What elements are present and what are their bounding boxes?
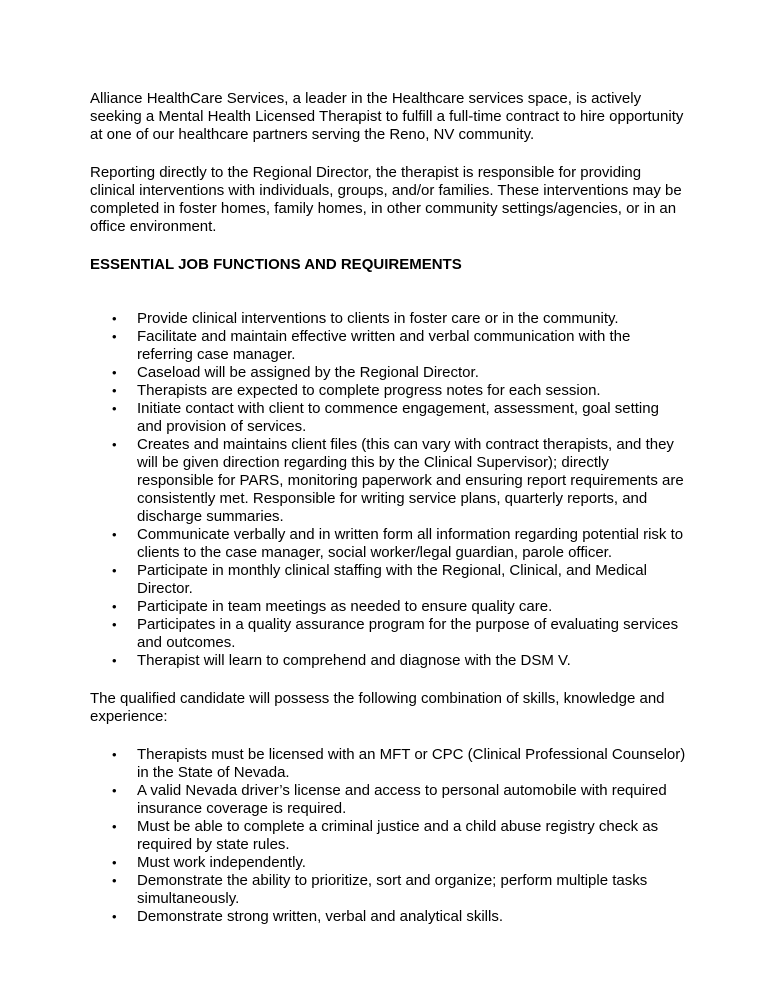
intro-paragraph: Alliance HealthCare Services, a leader in the Healthcare services space, is actively seeking a Mental Health Licensed Therapist to fulfill a full-time contract to hire opportunity at one of our healthcare partners serving the Reno, NV community. [90, 90, 684, 143]
list-item: • Participate in monthly clinical staffing with the Regional, Clinical, and Medical Director. [90, 562, 688, 598]
reporting-paragraph: Reporting directly to the Regional Director, the therapist is responsible for providing clinical interventions with individuals, groups, and/or families. These interventions may be completed in foster homes, family homes, in other community settings/agencies, or in an office environment. [90, 164, 682, 235]
list-item: • Initiate contact with client to commence engagement, assessment, goal setting and provision of services. [90, 400, 688, 436]
list-item: • Therapists must be licensed with an MFT or CPC (Clinical Professional Counselor) in the State of Nevada. [90, 746, 688, 782]
list-item: • Creates and maintains client files (this can vary with contract therapists, and they will be given direction regarding this by the Clinical Supervisor); directly responsible for PARS, monitoring paperwork and ensuring report requirements are consistently met. Responsible for writing service plans, quarterly reports, and discharge summaries. [90, 436, 688, 526]
list-item: • Facilitate and maintain effective written and verbal communication with the referring case manager. [90, 328, 688, 364]
list-item: • Therapists are expected to complete progress notes for each session. [90, 382, 688, 400]
list-item: • Communicate verbally and in written form all information regarding potential risk to clients to the case manager, social worker/legal guardian, parole officer. [90, 526, 688, 562]
list-item: • A valid Nevada driver’s license and access to personal automobile with required insurance coverage is required. [90, 782, 688, 818]
list-item: • Must work independently. [90, 854, 688, 872]
list-item: • Caseload will be assigned by the Regional Director. [90, 364, 688, 382]
list-item: • Therapist will learn to comprehend and diagnose with the DSM V. [90, 652, 688, 670]
list-item: • Demonstrate strong written, verbal and analytical skills. [90, 908, 688, 926]
list-item: • Participates in a quality assurance program for the purpose of evaluating services and outcomes. [90, 616, 688, 652]
essential-functions-heading: ESSENTIAL JOB FUNCTIONS AND REQUIREMENTS [90, 256, 462, 273]
list-item: • Participate in team meetings as needed to ensure quality care. [90, 598, 688, 616]
list-item: • Demonstrate the ability to prioritize, sort and organize; perform multiple tasks simultaneously. [90, 872, 688, 908]
list-item: • Must be able to complete a criminal justice and a child abuse registry check as required by state rules. [90, 818, 688, 854]
essential-functions-list [90, 310, 688, 670]
qualified-candidate-paragraph: The qualified candidate will possess the following combination of skills, knowledge and experience: [90, 690, 665, 725]
list-item: • Provide clinical interventions to clients in foster care or in the community. [90, 310, 688, 328]
qualifications-list [90, 746, 688, 926]
